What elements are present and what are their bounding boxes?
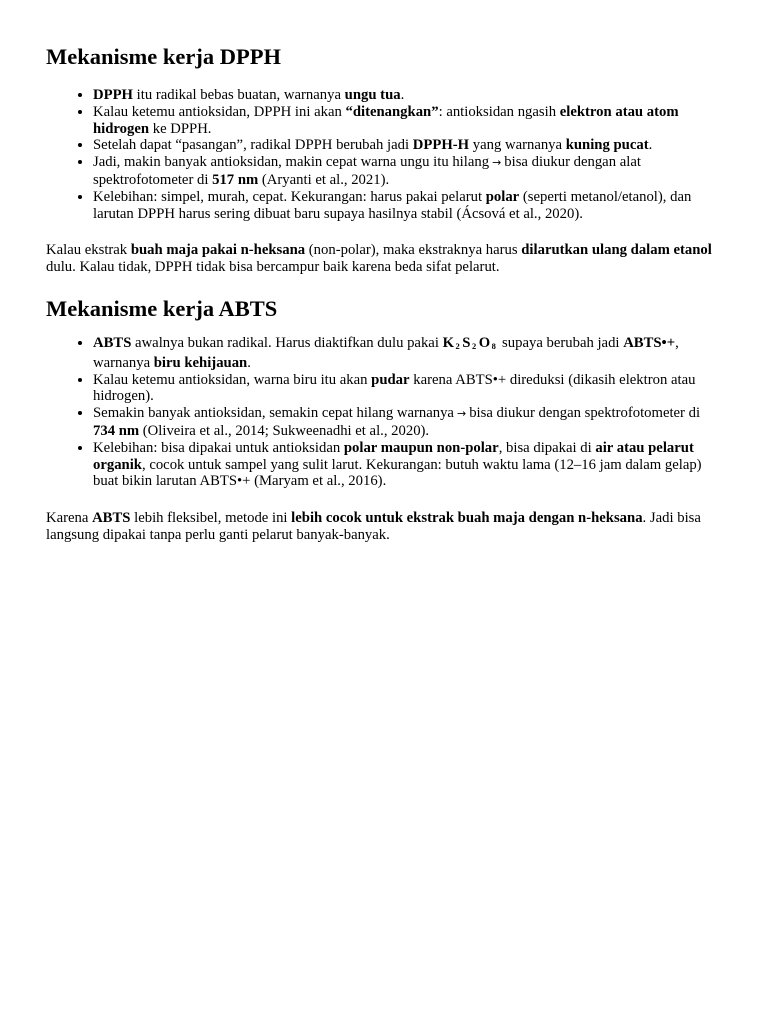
- abts-bullet-1: [93, 335, 722, 372]
- abts-bullet-3: [93, 405, 722, 440]
- paragraph-ekstrak: [46, 242, 722, 276]
- arrow-right-icon: →: [492, 156, 502, 170]
- abts-list: [46, 335, 722, 490]
- dpph-list: [46, 87, 722, 222]
- term-buah-maja-n-heksana: buah maja pakai n-heksana: [130, 242, 306, 259]
- text: itu radikal bebas buatan, warnanya: [132, 87, 345, 103]
- text: Kelebihan: simpel, murah, cepat. Kekurangan: harus pakai pelarut: [93, 188, 486, 205]
- chemical-formula: $K_2$ $S_2$ $O_8$: [442, 334, 497, 351]
- arrow-right-icon: →: [456, 407, 467, 421]
- term-air-pelarut-organik: air atau pelarut organik: [93, 439, 694, 473]
- text: (Aryanti et al., 2021).: [258, 171, 390, 188]
- text: Semakin banyak antioksidan, semakin cepat hilang warnanya: [93, 405, 454, 422]
- dpph-bullet-2: [93, 104, 722, 138]
- text: , bisa dipakai di: [498, 439, 596, 456]
- text: Kalau ketemu antioksidan, warna biru itu akan: [93, 371, 372, 388]
- term-734-nm: 734 nm: [93, 422, 140, 439]
- term-polar-non-polar: polar maupun non-polar: [343, 439, 499, 456]
- dpph-bullet-1: [93, 87, 722, 104]
- text: .: [247, 354, 251, 371]
- text: bisa diukur dengan alat spektrofotometer di: [93, 154, 641, 188]
- text: (Oliveira et al., 2014; Sukweenadhi et al., 2020).: [139, 422, 430, 439]
- text: .: [648, 137, 653, 154]
- term-lebih-cocok: lebih cocok untuk ekstrak buah maja dengan n-heksana: [291, 510, 643, 527]
- term-kuning-pucat: kuning pucat: [565, 137, 649, 154]
- abts-bullet-2: [93, 372, 722, 406]
- text: Kalau ekstrak: [46, 242, 131, 259]
- text: Kalau ketemu antioksidan, DPPH ini akan: [93, 103, 346, 120]
- heading-dpph: Mekanisme kerja DPPH: [46, 44, 281, 69]
- dpph-bullet-4: [93, 154, 722, 189]
- text: bisa diukur dengan spektrofotometer di: [469, 405, 701, 422]
- text: (seperti metanol/etanol), dan larutan DPPH harus sering dibuat baru supaya hasilnya stabil (Ácsová et al., 2020).: [93, 188, 692, 222]
- abts-bullet-4: [93, 440, 722, 490]
- term-dilarutkan-ulang: dilarutkan ulang dalam etanol: [521, 242, 712, 259]
- text: , warnanya: [93, 334, 679, 371]
- text: . Jadi bisa langsung dipakai tanpa perlu ganti pelarut banyak-banyak.: [46, 510, 701, 543]
- text: Kelebihan: bisa dipakai untuk antioksidan: [93, 439, 344, 456]
- term-biru-kehijauan: biru kehijauan: [153, 354, 248, 371]
- term-dpph-h: DPPH-H: [412, 137, 470, 154]
- text: : antioksidan ngasih: [438, 103, 560, 120]
- term-pudar: pudar: [371, 371, 410, 388]
- dpph-bullet-3: [93, 137, 722, 154]
- term-abts-radical: ABTS•+: [623, 334, 676, 351]
- text: (non-polar), maka ekstraknya harus: [305, 242, 522, 259]
- text: lebih fleksibel, metode ini: [130, 510, 292, 527]
- text: karena ABTS•+ direduksi (dikasih elektron atau hidrogen).: [93, 371, 696, 405]
- text: awalnya bukan radikal. Harus diaktifkan dulu pakai: [131, 334, 443, 351]
- dpph-bullet-5: [93, 189, 722, 223]
- text: yang warnanya: [469, 137, 566, 154]
- term-dpph: DPPH: [93, 87, 133, 103]
- heading-abts: Mekanisme kerja ABTS: [46, 295, 278, 321]
- term-polar: polar: [485, 188, 520, 205]
- text: supaya berubah jadi: [498, 334, 624, 351]
- term-abts: ABTS: [92, 510, 131, 527]
- term-abts: ABTS: [93, 334, 132, 351]
- text: dulu. Kalau tidak, DPPH tidak bisa bercampur baik karena beda sifat pelarut.: [46, 259, 500, 276]
- text: , cocok untuk sampel yang sulit larut. Kekurangan: butuh waktu lama (12–16 jam dalam gelap) buat bikin larutan ABTS•+ (Maryam et al., 2016).: [93, 456, 702, 490]
- text: Setelah dapat “pasangan”, radikal DPPH berubah jadi: [93, 137, 413, 154]
- term-ditenangkan: “ditenangkan”: [345, 103, 439, 120]
- text: .: [400, 87, 405, 103]
- text: ke DPPH.: [149, 120, 212, 137]
- term-elektron-atom-hidrogen: elektron atau atom hidrogen: [93, 103, 679, 137]
- term-517-nm: 517 nm: [212, 171, 259, 188]
- term-ungu-tua: ungu tua: [344, 87, 401, 103]
- text: Karena: [46, 510, 93, 527]
- text: Jadi, makin banyak antioksidan, makin cepat warna ungu itu hilang: [93, 154, 490, 171]
- paragraph-kesimpulan: [46, 510, 722, 544]
